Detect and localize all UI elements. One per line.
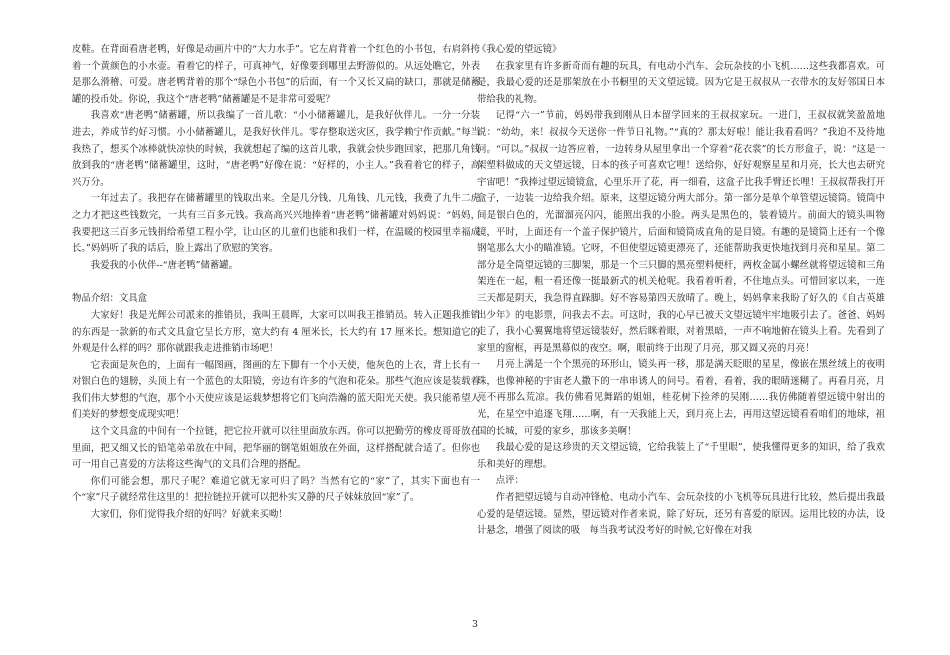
story-paragraph: 一年过去了。我把存在储蓄罐里的钱取出来。全是几分钱、几角钱、几元钱，我费了九牛二虎之力才把这些钱数完，一共有三百多元钱。我高高兴兴地捧着“唐老鸭”储蓄罐对妈妈说：“妈妈，我要把这三百多元钱捐给希望工程小学，让山区的儿童们也能和我们一样，在温暖的校园里幸福成长。”妈妈听了我的话后，脸上露出了欣慰的笑容。 [72, 193, 480, 255]
comment-label: 点评： [495, 475, 524, 487]
story-paragraph: 皮鞋。在背面看唐老鸭，好像是动画片中的“大力水手”。它左肩背着一个红色的小书包，右肩斜挎着一个黄颜色的小水壶。看着它的样子，可真神气，好像要到哪里去野游似的。从远处瞧它，外表是那么滑稽、可爱。唐老鸭背着的那个“绿色小书包”的后面，有一个又长又扁的缺口，那就是储蓄罐的投币处。你说，我这个“唐老鸭”储蓄罐是不是非常可爱呢？ [72, 44, 480, 105]
article-title-stationery-box: 物品介绍：文具盒 [72, 293, 148, 305]
page-number: 3 [472, 620, 478, 630]
article-paragraph: 我最心爱的是这珍贵的天文望远镜，它给我装上了“千里眼”，使我懂得更多的知识，给了我欢乐和美好的理想。 [477, 442, 885, 470]
article-paragraph: 在我家里有许多新奇而有趣的玩具，有电动小汽车、会玩杂技的小飞机……这些我都喜欢。可是，我最心爱的还是那架放在小书橱里的天文望远镜。因为它是王叔叔从一衣带水的友好邻国日本带给我的礼物。 [477, 60, 885, 105]
story-paragraph: 我喜欢“唐老鸭”储蓄罐，所以我编了一首儿歌：“小小储蓄罐儿，是我好伙伴儿。一分一分装进去，养成节约好习惯。小小储蓄罐儿，是我好伙伴儿。零存整取送灾区，我学赖宁作贡献。”每当我热了，想买个冰棒就快凉快的时候，我就想起了编的这首儿歌，我就会快步跑回家，把那几角钱放到我的“唐老鸭”储蓄罐里，这时，“唐老鸭”好像在说：“好样的，小主人。”我看着它的样子，高兴万分。 [72, 110, 480, 188]
article-paragraph: 大家好！我是光辉公司派来的推销员，我叫王晨晖，大家可以叫我王推销员。转入正题我推销的东西是一款新的布式文具盒它呈长方形，宽大约有 4 厘米长，长大约有 17 厘米长。想知道它的外观是什么样的吗？那你就跟我走进推销市场吧！ [72, 309, 480, 355]
article-paragraph: 记得“六一”节前，妈妈带我到刚从日本留学回来的王叔叔家玩。一进门，王叔叔就笑盈盈地说：“幼幼，来！叔叔今天送你一件节日礼物。”“真的？那太好啦！能让我看看吗？”我迫不及待地问。“可以。”叔叔一边答应着，一边转身从屋里拿出一个穿着“花衣裳”的长方形盒子，说：“这是一架塑料做成的天文望远镜，日本的孩子可喜欢它哩！送给你，好好观察星星和月亮，长大也去研究宇宙吧！”我捧过望远镜镜盒，心里乐开了花，再一细看，这盒子比我手臂还长哩！王叔叔帮我打开盒子，一边装一边给我介绍。原来，这望远镜分两大部分。第一部分是单个单管望远镜筒。镜筒中间是银白色的，光溜溜亮闪闪，能照出我的小脸。两头是黑色的，装着镜片。前面大的镜头叫物镜，平时，上面还有一个盖子保护镜片，后面和镜筒成直角的是目镜。有趣的是镜筒上还有一个像钢笔那么大小的瞄准镜。它呀，不但使望远镜更漂亮了，还能帮助我更快地找到月亮和星星。第二部分是全筒望远镜的三脚架，那是一个三只脚的黑亮塑料便杆，两枚金属小螺丝就将望远镜和三角架连在一起，粗一看还像一挺最新式的机关枪呢。我看着听着，不住地点头。可惜回家以来，一连三天都是阴天，我急得直跺脚。好不容易第四天放晴了。晚上，妈妈拿来我盼了好久的《自古英雄出少年》的电影票，问我去不去。可这时，我的心早已被天文望远镜牢牢地吸引去了。爸爸、妈妈走了，我小心翼翼地将望远镜装好，然后眯着眼，对着黑暗，一声不响地俯在镜头上看。先看到了家里的窗框，再是黑幕似的夜空。啊，眼前终于出现了月亮，那又圆又亮的月亮！ [477, 110, 885, 354]
comment-text: 作者把望远镜与自动冲锋枪、电动小汽车、会玩杂技的小飞机等玩具进行比较，然后提出我最心爱的是望远镜。显然，望远镜对作者来说，除了好玩，还另有喜爱的原因。运用比较的办法，设计悬念，增强了阅读的吸 每当我考试没考好的时候,它好像在对我 [477, 492, 885, 537]
story-paragraph: 我爱我的小伙伴--“唐老鸭”储蓄罐。 [90, 259, 238, 271]
article-paragraph: 它表面是灰色的，上面有一幅图画，图画的左下脚有一个小天使，他灰色的上衣，背上长有一对银白色的翅膀，头顶上有一个蓝色的太阳镜，旁边有许多的气泡和花朵。那些气泡应该是装载着我们伟大梦想的气泡，那个小天使应该是运载梦想将它们飞向浩瀚的蓝天阳光天使。我只能希望人们美好的梦想变成现实吧！ [72, 359, 480, 421]
article-paragraph: 月亮上满是一个个黑亮的环形山，镜头再一移，那是满天眨眼的星星，像嵌在黑丝绒上的夜明珠，也像神秘的宇宙老人撒下的一串串诱人的问号。看着，看着，我的眼睛迷糊了。再看月亮，月亮不再那么荒凉。我仿佛看见舞蹈的姐姐，桂花树下捡斧的吴刚……我仿佛随着望远镜中射出的光，在星空中追逐飞翔……啊，有一天我能上天，到月亮上去，再用这望远镜看看咱们的地球，祖国的长城，可爱的家乡，那该多美啊！ [477, 359, 885, 437]
left-column [72, 42, 480, 524]
right-column [477, 42, 885, 540]
article-title-telescope: 《我心爱的望远镜》 [477, 44, 562, 55]
article-paragraph: 这个文具盒的中间有一个拉链，把它拉开就可以往里面放东西。你可以把勤劳的橡皮哥哥放在里面，把又细又长的铅笔弟弟放在中间，把华丽的钢笔姐姐放在外面，这样搭配就合适了。但你也可一用自己喜爱的方法将这些淘气的文具们合理的搭配。 [72, 426, 480, 471]
article-paragraph: 你们可能会想，那尺子呢？难道它就无家可归了吗？当然有它的“家”了，其实下面也有一个“家”尺子就经常住这里的！把拉链拉开就可以把朴实又静的尺子妹妹放回“家”了。 [72, 475, 480, 504]
article-paragraph: 大家们，你们觉得我介绍的好吗？好就来买呦！ [90, 509, 288, 521]
